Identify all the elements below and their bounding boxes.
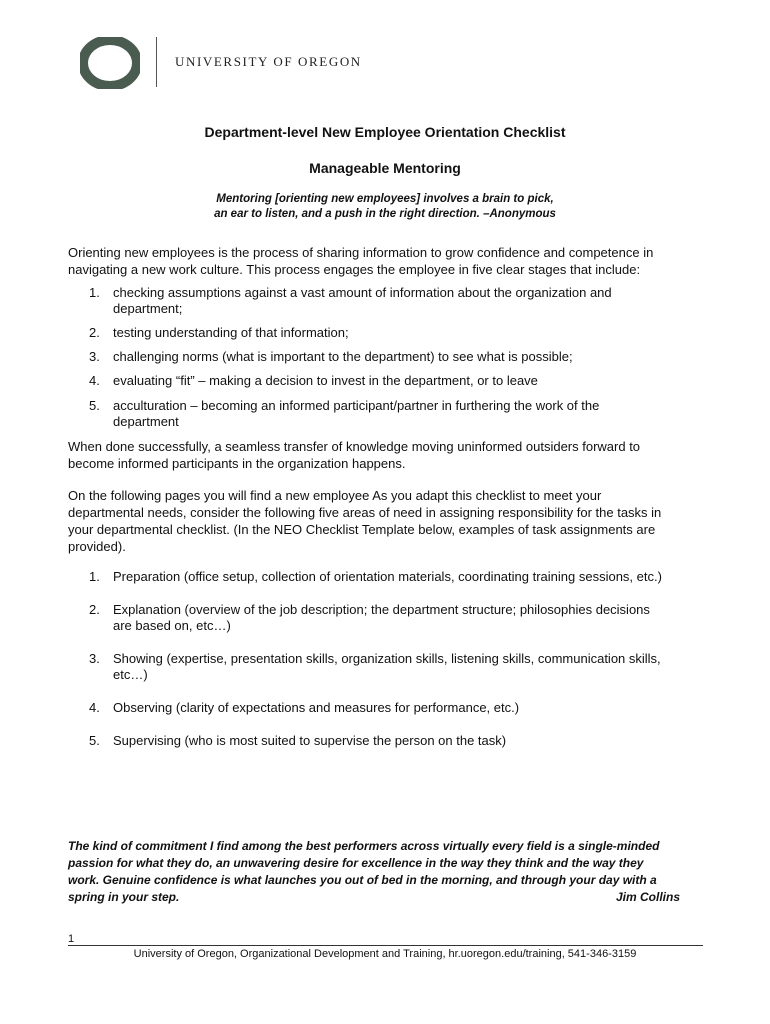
paragraph-line: your departmental checklist. (In the NEO Checklist Template below, examples of task assignments are [68, 522, 656, 537]
list-text: checking assumptions against a vast amount of information about the organization and [113, 285, 612, 300]
list-text: are based on, etc…) [113, 618, 231, 633]
intro-paragraph [68, 244, 708, 278]
list-number: 1. [89, 285, 100, 300]
institution-name: UNIVERSITY OF OREGON [175, 54, 362, 69]
paragraph-line: Orienting new employees is the process of sharing information to grow confidence and competence in [68, 245, 654, 260]
list-text: etc…) [113, 667, 148, 682]
paragraph-line: On the following pages you will find a new employee As you adapt this checklist to meet your [68, 488, 602, 503]
list-text: Observing (clarity of expectations and measures for performance, etc.) [113, 700, 520, 715]
document-title: Department-level New Employee Orientation Checklist [204, 124, 566, 140]
quote-line: Mentoring [orienting new employees] involves a brain to pick, [216, 193, 554, 205]
closing-line: passion for what they do, an unwavering desire for excellence in the way they think and the way they [68, 856, 644, 870]
list-number: 2. [89, 325, 100, 340]
list-text: Showing (expertise, presentation skills, organization skills, listening skills, communication skills, [113, 651, 661, 666]
following-paragraph [68, 487, 708, 555]
opening-quote [0, 192, 770, 222]
success-paragraph [68, 438, 708, 472]
university-o-logo [80, 37, 140, 89]
header-divider [156, 37, 157, 87]
page-number: 1 [68, 933, 75, 945]
closing-line: The kind of commitment I find among the best performers across virtually every field is a single-minded [68, 839, 660, 853]
document-subtitle: Manageable Mentoring [309, 160, 461, 176]
list-number: 3. [89, 651, 100, 666]
footer-divider [68, 945, 703, 946]
paragraph-line: navigating a new work culture. This process engages the employee in five clear stages that include: [68, 262, 641, 277]
footer-text: University of Oregon, Organizational Development and Training, hr.uoregon.edu/training, 541-346-3159 [133, 948, 637, 960]
list-text: acculturation – becoming an informed participant/partner in furthering the work of the [113, 398, 600, 413]
list-number: 5. [89, 733, 100, 748]
list-text: department; [113, 301, 183, 316]
list-text: Explanation (overview of the job description; the department structure; philosophies decisions [113, 602, 650, 617]
list-text: Preparation (office setup, collection of orientation materials, coordinating training sessions, etc.) [113, 569, 662, 584]
list-number: 1. [89, 569, 100, 584]
list-text: testing understanding of that information; [113, 325, 349, 340]
quote-author: Jim Collins [615, 890, 680, 904]
closing-line: spring in your step. [68, 890, 180, 904]
paragraph-line: provided). [68, 539, 126, 554]
list-text: challenging norms (what is important to the department) to see what is possible; [113, 349, 573, 364]
document-header [80, 37, 480, 89]
quote-line: an ear to listen, and a push in the right direction. –Anonymous [214, 208, 556, 220]
list-number: 5. [89, 398, 100, 413]
closing-line: work. Genuine confidence is what launches you out of bed in the morning, and through your day with a [68, 873, 657, 887]
list-number: 4. [89, 373, 100, 388]
closing-quote [68, 838, 708, 906]
paragraph-line: When done successfully, a seamless transfer of knowledge moving uninformed outsiders forward to [68, 439, 641, 454]
list-number: 4. [89, 700, 100, 715]
list-number: 3. [89, 349, 100, 364]
list-text: Supervising (who is most suited to supervise the person on the task) [113, 733, 507, 748]
paragraph-line: become informed participants in the organization happens. [68, 456, 406, 471]
paragraph-line: departmental needs, consider the following five areas of need in assigning responsibility for the tasks in [68, 505, 662, 520]
list-text: evaluating “fit” – making a decision to invest in the department, or to leave [113, 373, 538, 388]
list-text: department [113, 414, 179, 429]
list-number: 2. [89, 602, 100, 617]
